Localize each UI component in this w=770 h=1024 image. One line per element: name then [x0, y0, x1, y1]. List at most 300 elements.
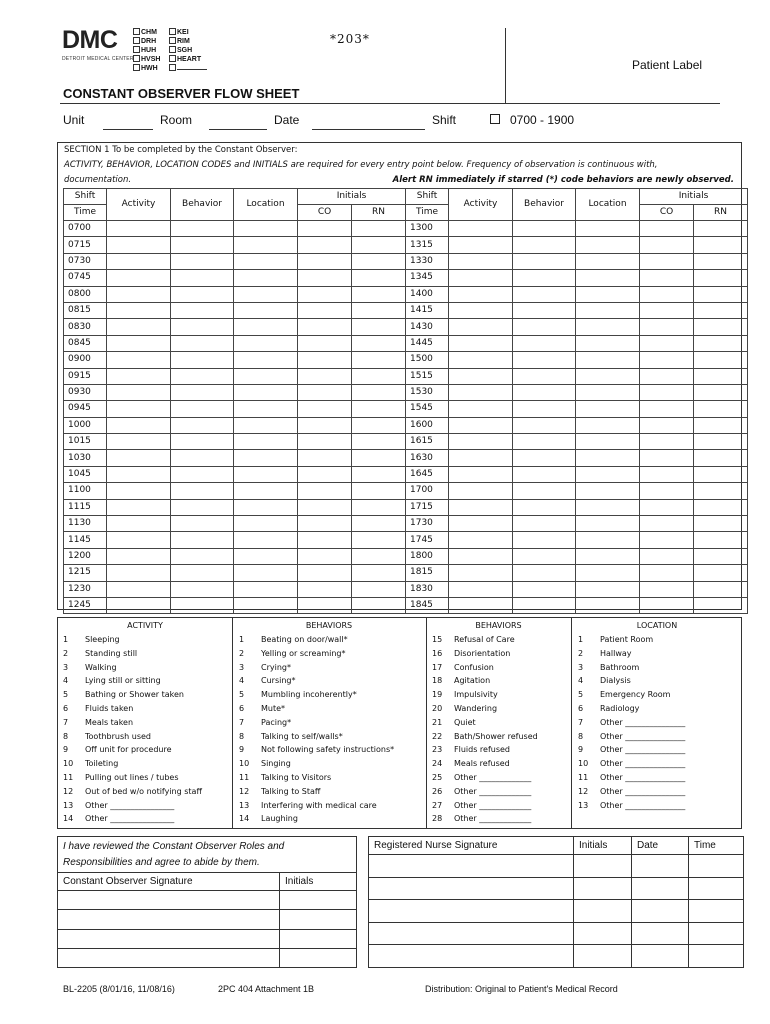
rn-initials-cell[interactable]	[694, 597, 748, 613]
location-cell[interactable]	[234, 565, 298, 581]
hospital-option[interactable]	[133, 37, 160, 46]
activity-cell[interactable]	[107, 516, 171, 532]
co-initials-cell[interactable]	[298, 565, 352, 581]
activity-cell[interactable]	[107, 548, 171, 564]
activity-cell[interactable]	[449, 221, 513, 237]
behavior-cell[interactable]	[513, 581, 576, 597]
co-initials-cell[interactable]	[298, 368, 352, 384]
behavior-cell[interactable]	[513, 253, 576, 269]
rn-initials-cell[interactable]	[352, 253, 406, 269]
behavior-cell[interactable]	[171, 319, 234, 335]
activity-cell[interactable]	[449, 548, 513, 564]
co-initials-cell[interactable]	[640, 417, 694, 433]
behavior-cell[interactable]	[171, 483, 234, 499]
location-cell[interactable]	[234, 516, 298, 532]
location-cell[interactable]	[576, 286, 640, 302]
behavior-cell[interactable]	[171, 401, 234, 417]
behavior-cell[interactable]	[171, 221, 234, 237]
rn-initials-cell[interactable]	[352, 352, 406, 368]
activity-cell[interactable]	[107, 237, 171, 253]
rn-initials-cell[interactable]	[352, 237, 406, 253]
observer-initials-cell[interactable]	[280, 929, 357, 948]
co-initials-cell[interactable]	[298, 532, 352, 548]
observer-initials-cell[interactable]	[280, 891, 357, 910]
activity-cell[interactable]	[449, 516, 513, 532]
activity-cell[interactable]	[107, 434, 171, 450]
location-cell[interactable]	[576, 253, 640, 269]
activity-cell[interactable]	[107, 368, 171, 384]
rn-initials-cell[interactable]	[694, 253, 748, 269]
activity-cell[interactable]	[449, 532, 513, 548]
location-cell[interactable]	[234, 352, 298, 368]
co-initials-cell[interactable]	[640, 483, 694, 499]
rn-initials-cell[interactable]	[694, 368, 748, 384]
co-initials-cell[interactable]	[640, 548, 694, 564]
rn-initials-cell[interactable]	[694, 384, 748, 400]
activity-cell[interactable]	[449, 417, 513, 433]
rn-date-cell[interactable]	[632, 922, 689, 945]
behavior-cell[interactable]	[513, 302, 576, 318]
behavior-cell[interactable]	[171, 417, 234, 433]
activity-cell[interactable]	[449, 352, 513, 368]
rn-signature-cell[interactable]	[369, 945, 574, 968]
behavior-cell[interactable]	[513, 401, 576, 417]
checkbox-icon[interactable]	[169, 64, 176, 71]
behavior-cell[interactable]	[171, 466, 234, 482]
rn-initials-cell[interactable]	[694, 270, 748, 286]
activity-cell[interactable]	[449, 434, 513, 450]
activity-cell[interactable]	[449, 401, 513, 417]
rn-initials-cell[interactable]	[574, 945, 632, 968]
behavior-cell[interactable]	[513, 237, 576, 253]
hospital-option-blank[interactable]	[169, 64, 207, 73]
checkbox-icon[interactable]	[169, 37, 176, 44]
rn-initials-cell[interactable]	[574, 900, 632, 923]
rn-initials-cell[interactable]	[694, 417, 748, 433]
rn-initials-cell[interactable]	[352, 516, 406, 532]
activity-cell[interactable]	[107, 319, 171, 335]
rn-initials-cell[interactable]	[352, 384, 406, 400]
location-cell[interactable]	[576, 401, 640, 417]
behavior-cell[interactable]	[513, 565, 576, 581]
behavior-cell[interactable]	[513, 319, 576, 335]
rn-initials-cell[interactable]	[694, 516, 748, 532]
co-initials-cell[interactable]	[640, 302, 694, 318]
rn-initials-cell[interactable]	[352, 270, 406, 286]
location-cell[interactable]	[576, 532, 640, 548]
observer-signature-cell[interactable]	[58, 948, 280, 967]
activity-cell[interactable]	[449, 581, 513, 597]
activity-cell[interactable]	[107, 466, 171, 482]
co-initials-cell[interactable]	[640, 270, 694, 286]
rn-signature-cell[interactable]	[369, 922, 574, 945]
behavior-cell[interactable]	[513, 548, 576, 564]
rn-initials-cell[interactable]	[694, 237, 748, 253]
co-initials-cell[interactable]	[640, 368, 694, 384]
behavior-cell[interactable]	[513, 516, 576, 532]
co-initials-cell[interactable]	[298, 516, 352, 532]
rn-signature-cell[interactable]	[369, 855, 574, 878]
rn-initials-cell[interactable]	[694, 532, 748, 548]
shift-checkbox[interactable]	[490, 114, 500, 124]
rn-initials-cell[interactable]	[574, 922, 632, 945]
co-initials-cell[interactable]	[640, 253, 694, 269]
rn-initials-cell[interactable]	[352, 597, 406, 613]
co-initials-cell[interactable]	[640, 384, 694, 400]
hospital-option[interactable]	[169, 28, 207, 37]
location-cell[interactable]	[576, 581, 640, 597]
rn-time-cell[interactable]	[689, 922, 744, 945]
location-cell[interactable]	[576, 483, 640, 499]
behavior-cell[interactable]	[513, 221, 576, 237]
activity-cell[interactable]	[449, 286, 513, 302]
behavior-cell[interactable]	[513, 466, 576, 482]
location-cell[interactable]	[234, 483, 298, 499]
rn-initials-cell[interactable]	[352, 548, 406, 564]
co-initials-cell[interactable]	[640, 597, 694, 613]
behavior-cell[interactable]	[171, 548, 234, 564]
rn-initials-cell[interactable]	[352, 581, 406, 597]
co-initials-cell[interactable]	[298, 319, 352, 335]
co-initials-cell[interactable]	[640, 352, 694, 368]
co-initials-cell[interactable]	[640, 434, 694, 450]
rn-initials-cell[interactable]	[352, 483, 406, 499]
activity-cell[interactable]	[449, 270, 513, 286]
checkbox-icon[interactable]	[133, 55, 140, 62]
behavior-cell[interactable]	[513, 434, 576, 450]
co-initials-cell[interactable]	[298, 417, 352, 433]
activity-cell[interactable]	[449, 368, 513, 384]
location-cell[interactable]	[576, 302, 640, 318]
behavior-cell[interactable]	[171, 253, 234, 269]
rn-initials-cell[interactable]	[694, 286, 748, 302]
co-initials-cell[interactable]	[298, 270, 352, 286]
activity-cell[interactable]	[449, 597, 513, 613]
observer-signature-cell[interactable]	[58, 910, 280, 929]
co-initials-cell[interactable]	[640, 335, 694, 351]
rn-initials-cell[interactable]	[352, 221, 406, 237]
location-cell[interactable]	[576, 434, 640, 450]
activity-cell[interactable]	[449, 335, 513, 351]
co-initials-cell[interactable]	[298, 352, 352, 368]
location-cell[interactable]	[576, 516, 640, 532]
activity-cell[interactable]	[449, 302, 513, 318]
co-initials-cell[interactable]	[298, 286, 352, 302]
behavior-cell[interactable]	[513, 417, 576, 433]
co-initials-cell[interactable]	[298, 335, 352, 351]
co-initials-cell[interactable]	[298, 548, 352, 564]
observer-initials-cell[interactable]	[280, 948, 357, 967]
activity-cell[interactable]	[449, 450, 513, 466]
location-cell[interactable]	[234, 450, 298, 466]
location-cell[interactable]	[234, 270, 298, 286]
rn-signature-cell[interactable]	[369, 900, 574, 923]
co-initials-cell[interactable]	[640, 286, 694, 302]
rn-initials-cell[interactable]	[352, 532, 406, 548]
rn-initials-cell[interactable]	[352, 417, 406, 433]
co-initials-cell[interactable]	[298, 499, 352, 515]
activity-cell[interactable]	[107, 352, 171, 368]
rn-initials-cell[interactable]	[352, 499, 406, 515]
behavior-cell[interactable]	[171, 270, 234, 286]
co-initials-cell[interactable]	[298, 384, 352, 400]
checkbox-icon[interactable]	[133, 37, 140, 44]
rn-initials-cell[interactable]	[352, 466, 406, 482]
rn-initials-cell[interactable]	[352, 565, 406, 581]
activity-cell[interactable]	[107, 335, 171, 351]
co-initials-cell[interactable]	[640, 466, 694, 482]
location-cell[interactable]	[576, 352, 640, 368]
behavior-cell[interactable]	[171, 302, 234, 318]
co-initials-cell[interactable]	[298, 237, 352, 253]
location-cell[interactable]	[234, 237, 298, 253]
rn-initials-cell[interactable]	[574, 877, 632, 900]
rn-initials-cell[interactable]	[694, 466, 748, 482]
activity-cell[interactable]	[449, 319, 513, 335]
location-cell[interactable]	[576, 466, 640, 482]
rn-initials-cell[interactable]	[352, 319, 406, 335]
location-cell[interactable]	[576, 335, 640, 351]
rn-initials-cell[interactable]	[694, 434, 748, 450]
activity-cell[interactable]	[449, 466, 513, 482]
rn-initials-cell[interactable]	[352, 434, 406, 450]
behavior-cell[interactable]	[171, 286, 234, 302]
activity-cell[interactable]	[449, 565, 513, 581]
checkbox-icon[interactable]	[169, 55, 176, 62]
activity-cell[interactable]	[107, 384, 171, 400]
rn-initials-cell[interactable]	[352, 368, 406, 384]
location-cell[interactable]	[234, 319, 298, 335]
rn-initials-cell[interactable]	[694, 450, 748, 466]
rn-initials-cell[interactable]	[694, 302, 748, 318]
behavior-cell[interactable]	[513, 286, 576, 302]
observer-signature-cell[interactable]	[58, 891, 280, 910]
co-initials-cell[interactable]	[298, 483, 352, 499]
activity-cell[interactable]	[107, 302, 171, 318]
location-cell[interactable]	[234, 434, 298, 450]
co-initials-cell[interactable]	[298, 302, 352, 318]
co-initials-cell[interactable]	[640, 401, 694, 417]
rn-initials-cell[interactable]	[694, 548, 748, 564]
activity-cell[interactable]	[107, 270, 171, 286]
co-initials-cell[interactable]	[640, 499, 694, 515]
activity-cell[interactable]	[107, 253, 171, 269]
location-cell[interactable]	[576, 270, 640, 286]
rn-initials-cell[interactable]	[694, 335, 748, 351]
location-cell[interactable]	[234, 253, 298, 269]
behavior-cell[interactable]	[513, 532, 576, 548]
co-initials-cell[interactable]	[640, 450, 694, 466]
co-initials-cell[interactable]	[298, 401, 352, 417]
rn-initials-cell[interactable]	[694, 352, 748, 368]
rn-date-cell[interactable]	[632, 900, 689, 923]
list-item	[63, 743, 202, 757]
rn-date-cell[interactable]	[632, 945, 689, 968]
checkbox-icon[interactable]	[133, 28, 140, 35]
activity-cell[interactable]	[107, 417, 171, 433]
location-cell[interactable]	[576, 597, 640, 613]
co-initials-cell[interactable]	[640, 581, 694, 597]
location-cell[interactable]	[234, 368, 298, 384]
location-cell[interactable]	[234, 466, 298, 482]
activity-cell[interactable]	[449, 384, 513, 400]
hospital-option[interactable]	[133, 28, 160, 37]
rn-time-cell[interactable]	[689, 900, 744, 923]
rn-date-cell[interactable]	[632, 877, 689, 900]
behavior-cell[interactable]	[513, 597, 576, 613]
rn-initials-cell[interactable]	[694, 401, 748, 417]
behavior-cell[interactable]	[171, 597, 234, 613]
location-cell[interactable]	[576, 384, 640, 400]
behavior-cell[interactable]	[171, 237, 234, 253]
location-cell[interactable]	[576, 319, 640, 335]
rn-initials-cell[interactable]	[352, 450, 406, 466]
co-initials-cell[interactable]	[298, 253, 352, 269]
observer-signature-cell[interactable]	[58, 929, 280, 948]
activity-cell[interactable]	[107, 565, 171, 581]
location-cell[interactable]	[234, 401, 298, 417]
location-cell[interactable]	[234, 532, 298, 548]
behavior-cell[interactable]	[171, 532, 234, 548]
checkbox-icon[interactable]	[133, 64, 140, 71]
behavior-cell[interactable]	[171, 335, 234, 351]
checkbox-icon[interactable]	[169, 28, 176, 35]
behavior-cell[interactable]	[171, 516, 234, 532]
location-cell[interactable]	[576, 237, 640, 253]
behavior-cell[interactable]	[171, 565, 234, 581]
rn-initials-cell[interactable]	[694, 319, 748, 335]
checkbox-icon[interactable]	[169, 46, 176, 53]
co-initials-cell[interactable]	[298, 581, 352, 597]
hospital-option[interactable]	[169, 37, 207, 46]
location-cell[interactable]	[234, 302, 298, 318]
behavior-cell[interactable]	[171, 352, 234, 368]
activity-cell[interactable]	[107, 483, 171, 499]
rn-initials-cell[interactable]	[352, 335, 406, 351]
location-cell[interactable]	[234, 417, 298, 433]
location-cell[interactable]	[234, 499, 298, 515]
location-cell[interactable]	[576, 450, 640, 466]
hospital-option[interactable]	[133, 64, 160, 73]
checkbox-icon[interactable]	[133, 46, 140, 53]
behavior-cell[interactable]	[513, 352, 576, 368]
code-number: 17	[432, 662, 443, 672]
co-initials-cell[interactable]	[640, 221, 694, 237]
activity-cell[interactable]	[449, 499, 513, 515]
location-cell[interactable]	[576, 368, 640, 384]
co-initials-cell[interactable]	[640, 237, 694, 253]
observer-initials-cell[interactable]	[280, 910, 357, 929]
rn-initials-cell[interactable]	[694, 565, 748, 581]
co-initials-cell[interactable]	[640, 532, 694, 548]
location-cell[interactable]	[234, 384, 298, 400]
rn-initials-cell[interactable]	[352, 302, 406, 318]
rn-time-cell[interactable]	[689, 855, 744, 878]
hospital-option[interactable]	[169, 46, 207, 55]
behavior-cell[interactable]	[513, 368, 576, 384]
list-item	[578, 702, 685, 716]
rn-initials-cell[interactable]	[352, 401, 406, 417]
behavior-cell[interactable]	[171, 434, 234, 450]
blank-line[interactable]	[177, 64, 207, 70]
co-initials-cell[interactable]	[298, 221, 352, 237]
rn-initials-cell[interactable]	[694, 581, 748, 597]
co-initials-cell[interactable]	[298, 450, 352, 466]
location-cell[interactable]	[576, 221, 640, 237]
attachment-ref: 2PC 404 Attachment 1B	[218, 984, 315, 994]
behavior-cell[interactable]	[171, 499, 234, 515]
location-cell[interactable]	[234, 597, 298, 613]
hospital-option[interactable]	[133, 55, 160, 64]
behavior-cell[interactable]	[171, 368, 234, 384]
rn-initials-cell[interactable]	[694, 221, 748, 237]
co-initials-cell[interactable]	[640, 319, 694, 335]
behavior-cell[interactable]	[171, 384, 234, 400]
location-cell[interactable]	[576, 565, 640, 581]
code-number: 3	[63, 662, 69, 672]
activity-cell[interactable]	[449, 237, 513, 253]
location-cell[interactable]	[234, 548, 298, 564]
behavior-cell[interactable]	[513, 384, 576, 400]
activity-cell[interactable]	[107, 597, 171, 613]
co-initials-cell[interactable]	[640, 565, 694, 581]
location-cell[interactable]	[234, 581, 298, 597]
behavior-cell[interactable]	[171, 581, 234, 597]
activity-cell[interactable]	[107, 532, 171, 548]
location-cell[interactable]	[576, 548, 640, 564]
behavior-cell[interactable]	[513, 450, 576, 466]
activity-cell[interactable]	[107, 581, 171, 597]
location-cell[interactable]	[234, 335, 298, 351]
activity-cell[interactable]	[107, 499, 171, 515]
behavior-cell[interactable]	[513, 335, 576, 351]
rn-initials-cell[interactable]	[352, 286, 406, 302]
co-initials-cell[interactable]	[298, 434, 352, 450]
location-cell[interactable]	[576, 417, 640, 433]
hospital-option[interactable]	[133, 46, 160, 55]
behavior-cell[interactable]	[513, 483, 576, 499]
rn-date-cell[interactable]	[632, 855, 689, 878]
behavior-cell[interactable]	[171, 450, 234, 466]
rn-time-cell[interactable]	[689, 945, 744, 968]
hospital-option[interactable]	[169, 55, 207, 64]
behavior-cell[interactable]	[513, 499, 576, 515]
rn-initials-cell[interactable]	[694, 483, 748, 499]
co-initials-cell[interactable]	[298, 466, 352, 482]
location-cell[interactable]	[234, 286, 298, 302]
activity-cell[interactable]	[107, 401, 171, 417]
room-field[interactable]	[209, 129, 267, 130]
location-cell[interactable]	[234, 221, 298, 237]
rn-signature-cell[interactable]	[369, 877, 574, 900]
activity-cell[interactable]	[107, 450, 171, 466]
co-initials-cell[interactable]	[298, 597, 352, 613]
location-cell[interactable]	[576, 499, 640, 515]
activity-cell[interactable]	[449, 253, 513, 269]
rn-initials-cell[interactable]	[694, 499, 748, 515]
behavior-cell[interactable]	[513, 270, 576, 286]
activity-cell[interactable]	[107, 286, 171, 302]
activity-cell[interactable]	[449, 483, 513, 499]
rn-initials-cell[interactable]	[574, 855, 632, 878]
list-item	[239, 688, 394, 702]
unit-field[interactable]	[103, 129, 153, 130]
co-initials-cell[interactable]	[640, 516, 694, 532]
rn-time-cell[interactable]	[689, 877, 744, 900]
activity-cell[interactable]	[107, 221, 171, 237]
date-field[interactable]	[312, 129, 425, 130]
list-item	[239, 812, 394, 826]
